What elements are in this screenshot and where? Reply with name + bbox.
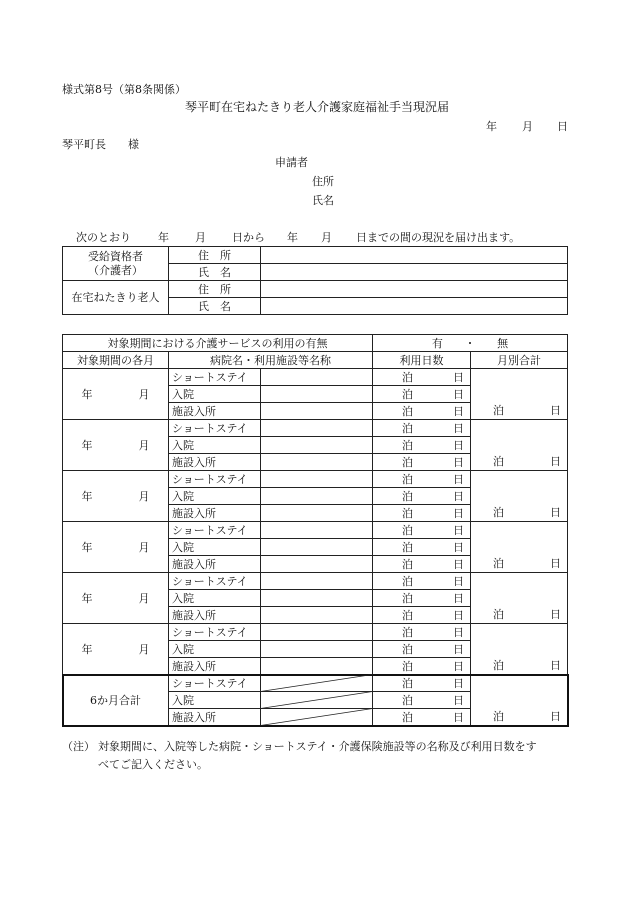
- nights-unit: 泊: [402, 676, 414, 690]
- nights-unit: 泊: [493, 404, 504, 417]
- service-label: ショートステイ: [169, 573, 261, 590]
- caregiver-name-field[interactable]: [261, 264, 568, 281]
- facility-name-field[interactable]: [261, 539, 373, 556]
- service-label: ショートステイ: [169, 675, 261, 692]
- service-label: 入院: [169, 386, 261, 403]
- monthly-total-cell[interactable]: [471, 369, 568, 420]
- facility-name-field[interactable]: [261, 522, 373, 539]
- usage-days-cell[interactable]: [373, 709, 471, 726]
- nights-unit: 泊: [402, 591, 414, 605]
- facility-name-disabled: [261, 692, 373, 709]
- facility-name-disabled: [261, 709, 373, 726]
- month-month-unit: 月: [138, 540, 150, 554]
- service-label: 施設入所: [169, 505, 261, 522]
- nights-unit: 泊: [402, 421, 414, 435]
- from-month: 月: [195, 231, 206, 244]
- usage-days-cell[interactable]: [373, 539, 471, 556]
- days-unit: 日: [453, 455, 465, 469]
- col-days-header: 利用日数: [373, 352, 471, 369]
- usage-days-cell[interactable]: [373, 386, 471, 403]
- nights-unit: 泊: [402, 472, 414, 486]
- usage-days-cell[interactable]: [373, 420, 471, 437]
- date-year: 年: [486, 120, 497, 133]
- caregiver-address-label: 住 所: [169, 247, 261, 264]
- yes-option[interactable]: 有: [431, 336, 443, 350]
- applicant-label: 申請者: [275, 156, 308, 169]
- usage-days-cell[interactable]: [373, 658, 471, 675]
- date-day: 日: [557, 120, 568, 133]
- nights-unit: 泊: [402, 506, 414, 520]
- to-month: 月: [321, 231, 332, 244]
- usage-days-cell[interactable]: [373, 505, 471, 522]
- usage-table: [62, 334, 568, 726]
- service-label: 入院: [169, 590, 261, 607]
- facility-name-field[interactable]: [261, 420, 373, 437]
- days-unit: 日: [453, 421, 465, 435]
- col-month-header: 対象期間の各月: [63, 352, 169, 369]
- service-label: ショートステイ: [169, 471, 261, 488]
- six-month-total-label: 6か月合計: [63, 675, 169, 726]
- yes-no-cell[interactable]: [373, 335, 568, 352]
- service-label: 施設入所: [169, 454, 261, 471]
- service-label: 施設入所: [169, 607, 261, 624]
- month-year-unit: 年: [81, 540, 93, 554]
- month-year-unit: 年: [81, 489, 93, 503]
- days-unit: 日: [550, 506, 561, 519]
- month-month-unit: 月: [138, 438, 150, 452]
- nights-unit: 泊: [402, 489, 414, 503]
- table-row: [63, 624, 568, 641]
- nights-unit: 泊: [402, 387, 414, 401]
- days-unit: 日: [453, 591, 465, 605]
- service-label: 施設入所: [169, 556, 261, 573]
- nights-unit: 泊: [402, 710, 414, 724]
- month-cell[interactable]: [63, 420, 169, 471]
- nights-unit: 泊: [402, 693, 414, 707]
- month-year-unit: 年: [81, 387, 93, 401]
- days-unit: 日: [453, 693, 465, 707]
- monthly-total-cell[interactable]: [471, 522, 568, 573]
- monthly-total-cell[interactable]: [471, 471, 568, 522]
- month-month-unit: 月: [138, 387, 150, 401]
- nights-unit: 泊: [402, 523, 414, 537]
- month-cell[interactable]: [63, 471, 169, 522]
- note-line1: 対象期間に、入院等した病院・ショートステイ・介護保険施設等の名称及び利用日数をす: [98, 740, 537, 753]
- separator-dot: ・: [464, 336, 476, 350]
- no-option[interactable]: 無: [497, 336, 509, 350]
- facility-name-field[interactable]: [261, 403, 373, 420]
- usage-question: 対象期間における介護サービスの利用の有無: [63, 335, 373, 352]
- bedridden-address-field[interactable]: [261, 281, 568, 298]
- days-unit: 日: [453, 506, 465, 520]
- month-year-unit: 年: [81, 438, 93, 452]
- facility-name-field[interactable]: [261, 607, 373, 624]
- days-unit: 日: [550, 710, 561, 723]
- table-row: [63, 675, 568, 692]
- intro-prefix: 次のとおり: [76, 231, 131, 244]
- nights-unit: 泊: [402, 557, 414, 571]
- days-unit: 日: [453, 472, 465, 486]
- facility-name-field[interactable]: [261, 505, 373, 522]
- days-unit: 日: [453, 438, 465, 452]
- facility-name-field[interactable]: [261, 437, 373, 454]
- nights-unit: 泊: [493, 710, 504, 723]
- usage-days-cell[interactable]: [373, 675, 471, 692]
- month-month-unit: 月: [138, 642, 150, 656]
- facility-name-field[interactable]: [261, 369, 373, 386]
- month-year-unit: 年: [81, 591, 93, 605]
- nights-unit: 泊: [402, 404, 414, 418]
- days-unit: 日: [453, 489, 465, 503]
- service-label: 入院: [169, 539, 261, 556]
- col-facility-header: 病院名・利用施設等名称: [169, 352, 373, 369]
- days-unit: 日: [453, 625, 465, 639]
- days-unit: 日: [550, 455, 561, 468]
- service-label: ショートステイ: [169, 420, 261, 437]
- month-cell[interactable]: [63, 522, 169, 573]
- days-unit: 日: [550, 608, 561, 621]
- to-suffix: 日までの間の現況を届け出ます。: [356, 231, 521, 244]
- service-label: 施設入所: [169, 709, 261, 726]
- nights-unit: 泊: [402, 608, 414, 622]
- document-title: 琴平町在宅ねたきり老人介護家庭福祉手当現況届: [185, 100, 450, 114]
- facility-name-field[interactable]: [261, 641, 373, 658]
- usage-days-cell[interactable]: [373, 369, 471, 386]
- usage-days-cell[interactable]: [373, 573, 471, 590]
- days-unit: 日: [453, 523, 465, 537]
- nights-unit: 泊: [493, 659, 504, 672]
- from-suffix: 日から: [232, 231, 265, 244]
- nights-unit: 泊: [493, 608, 504, 621]
- nights-unit: 泊: [402, 659, 414, 673]
- usage-days-cell[interactable]: [373, 437, 471, 454]
- service-label: ショートステイ: [169, 522, 261, 539]
- service-label: 施設入所: [169, 403, 261, 420]
- service-label: ショートステイ: [169, 369, 261, 386]
- month-month-unit: 月: [138, 489, 150, 503]
- days-unit: 日: [453, 540, 465, 554]
- usage-days-cell[interactable]: [373, 641, 471, 658]
- note-label: （注）: [62, 740, 95, 753]
- facility-name-disabled: [261, 675, 373, 692]
- usage-days-cell[interactable]: [373, 522, 471, 539]
- monthly-total-cell[interactable]: [471, 420, 568, 471]
- service-label: 入院: [169, 692, 261, 709]
- table-row: [63, 573, 568, 590]
- days-unit: 日: [453, 404, 465, 418]
- month-month-unit: 月: [138, 591, 150, 605]
- nights-unit: 泊: [402, 540, 414, 554]
- nights-unit: 泊: [493, 455, 504, 468]
- addressee: 琴平町長 様: [62, 138, 139, 151]
- usage-days-cell[interactable]: [373, 624, 471, 641]
- bedridden-label: 在宅ねたきり老人: [63, 281, 169, 315]
- nights-unit: 泊: [402, 438, 414, 452]
- caregiver-label-cell: [63, 247, 169, 281]
- days-unit: 日: [453, 557, 465, 571]
- note-line2: べてご記入ください。: [98, 758, 208, 771]
- days-unit: 日: [550, 557, 561, 570]
- usage-days-cell[interactable]: [373, 556, 471, 573]
- facility-name-field[interactable]: [261, 386, 373, 403]
- date-month: 月: [522, 120, 533, 133]
- facility-name-field[interactable]: [261, 590, 373, 607]
- days-unit: 日: [453, 659, 465, 673]
- usage-days-cell[interactable]: [373, 488, 471, 505]
- table-row: [63, 369, 568, 386]
- days-unit: 日: [453, 642, 465, 656]
- col-total-header: 月別合計: [471, 352, 568, 369]
- usage-days-cell[interactable]: [373, 590, 471, 607]
- applicant-name-label: 氏名: [312, 194, 334, 207]
- info-table: [62, 246, 568, 315]
- form-number: 様式第8号（第8条関係）: [62, 83, 186, 96]
- monthly-total-cell[interactable]: [471, 573, 568, 624]
- service-label: 入院: [169, 641, 261, 658]
- service-label: 施設入所: [169, 658, 261, 675]
- usage-days-cell[interactable]: [373, 471, 471, 488]
- caregiver-name-label: 氏 名: [169, 264, 261, 281]
- monthly-total-cell[interactable]: [471, 675, 568, 726]
- month-cell[interactable]: [63, 624, 169, 675]
- month-year-unit: 年: [81, 642, 93, 656]
- caregiver-label-line1: 受給資格者: [88, 250, 143, 263]
- facility-name-field[interactable]: [261, 556, 373, 573]
- service-label: ショートステイ: [169, 624, 261, 641]
- month-cell[interactable]: [63, 369, 169, 420]
- table-row: [63, 471, 568, 488]
- monthly-total-cell[interactable]: [471, 624, 568, 675]
- service-label: 入院: [169, 488, 261, 505]
- usage-days-cell[interactable]: [373, 692, 471, 709]
- nights-unit: 泊: [402, 574, 414, 588]
- days-unit: 日: [550, 404, 561, 417]
- nights-unit: 泊: [402, 642, 414, 656]
- facility-name-field[interactable]: [261, 454, 373, 471]
- table-row: [63, 522, 568, 539]
- facility-name-field[interactable]: [261, 471, 373, 488]
- days-unit: 日: [453, 574, 465, 588]
- caregiver-address-field[interactable]: [261, 247, 568, 264]
- facility-name-field[interactable]: [261, 658, 373, 675]
- nights-unit: 泊: [402, 370, 414, 384]
- facility-name-field[interactable]: [261, 573, 373, 590]
- service-label: 入院: [169, 437, 261, 454]
- caregiver-label-line2: （介護者）: [88, 264, 143, 277]
- days-unit: 日: [453, 608, 465, 622]
- usage-days-cell[interactable]: [373, 403, 471, 420]
- bedridden-address-label: 住 所: [169, 281, 261, 298]
- bedridden-name-label: 氏 名: [169, 298, 261, 315]
- applicant-address-label: 住所: [312, 175, 334, 188]
- days-unit: 日: [453, 387, 465, 401]
- usage-days-cell[interactable]: [373, 454, 471, 471]
- days-unit: 日: [453, 370, 465, 384]
- nights-unit: 泊: [493, 557, 504, 570]
- facility-name-field[interactable]: [261, 624, 373, 641]
- usage-days-cell[interactable]: [373, 607, 471, 624]
- to-year: 年: [287, 231, 298, 244]
- month-cell[interactable]: [63, 573, 169, 624]
- nights-unit: 泊: [402, 625, 414, 639]
- bedridden-name-field[interactable]: [261, 298, 568, 315]
- nights-unit: 泊: [402, 455, 414, 469]
- days-unit: 日: [453, 676, 465, 690]
- nights-unit: 泊: [493, 506, 504, 519]
- days-unit: 日: [550, 659, 561, 672]
- facility-name-field[interactable]: [261, 488, 373, 505]
- days-unit: 日: [453, 710, 465, 724]
- from-year: 年: [158, 231, 169, 244]
- table-row: [63, 420, 568, 437]
